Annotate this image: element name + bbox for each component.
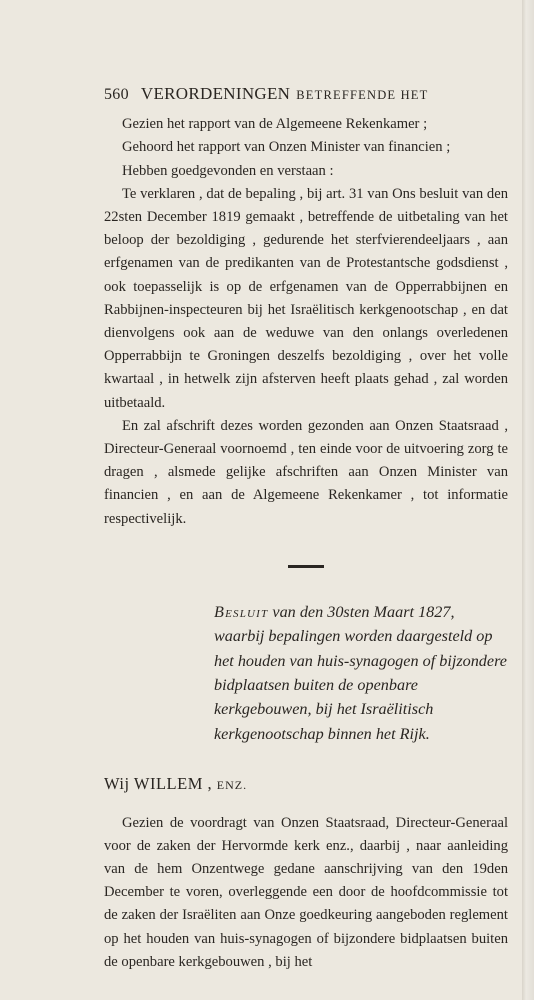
page-content <box>104 82 508 974</box>
paragraph: Gehoord het rapport van Onzen Minister van financien ; <box>122 139 451 156</box>
decree-title-lead: Besluit <box>214 602 269 621</box>
decree-title <box>214 600 508 746</box>
running-head <box>104 82 508 107</box>
paragraph: Te verklaren , dat de bepaling , bij art. 31 van Ons besluit van den 22sten December 1819 gemaakt , betreffende de uitbetaling van het beloop der bezoldiging , gedurende het sterfvierendeeljaars , aan erfgenamen van de predikanten van de Protestantsche godsdienst , ook toepasselijk is op de erfgenamen van de Opperrabbijnen en Rabbijnen-inspecteuren bij het Israëlitisch kerkgenootschap , en dat dienvolgens ook aan de weduwe van den onlangs overledenen Opperrabbijn te Groningen deszelfs bezoldiging , over het volle kwartaal , in hetwelk zijn afsterven heeft plaats gehad , zal worden uitbetaald. <box>104 185 508 411</box>
section-divider <box>288 565 324 568</box>
page-edge <box>522 0 534 1000</box>
decree-title-rest: van den 30sten Maart 1827, waarbij bepalingen worden daargesteld op het houden van huis-synagogen of bijzondere bidplaatsen buiten de openbare kerkgebouwen, bij het Israëlitisch kerkgenootschap binnen het Rijk. <box>214 602 507 743</box>
page-number: 560 <box>104 86 129 103</box>
running-head-subtitle: BETREFFENDE HET <box>296 88 429 102</box>
paragraph: En zal afschrift dezes worden gezonden aan Onzen Staatsraad , Directeur-Generaal voornoemd , ten einde voor de uitvoering zorg te dragen , alsmede gelijke afschriften aan Onzen Minister van financien , en aan de Algemeene Rekenkamer , tot informatie respectivelijk. <box>104 417 508 527</box>
paragraph: Hebben goedgevonden en verstaan : <box>122 162 334 179</box>
running-head-title: VERORDENINGEN <box>140 84 291 103</box>
paragraph: Gezien de voordragt van Onzen Staatsraad, Directeur-Generaal voor de zaken der Hervormde kerk enz., daarbij , naar aanleiding van de hem Onzentwege gedane aanschrijving van den 19den December te voren, overleggende een door de hoofdcommissie tot de zaken der Israëliten aan Onze goedkeuring aangeboden reglement op het houden van huis-synagogen of bijzondere bidplaatsen buiten de openbare kerkgebouwen , bij het <box>104 814 508 970</box>
signatory-line <box>104 772 508 797</box>
paragraph: Gezien het rapport van de Algemeene Rekenkamer ; <box>122 116 428 133</box>
signatory-name: Wij WILLEM , <box>104 774 213 794</box>
signatory-suffix: ENZ. <box>216 778 248 793</box>
